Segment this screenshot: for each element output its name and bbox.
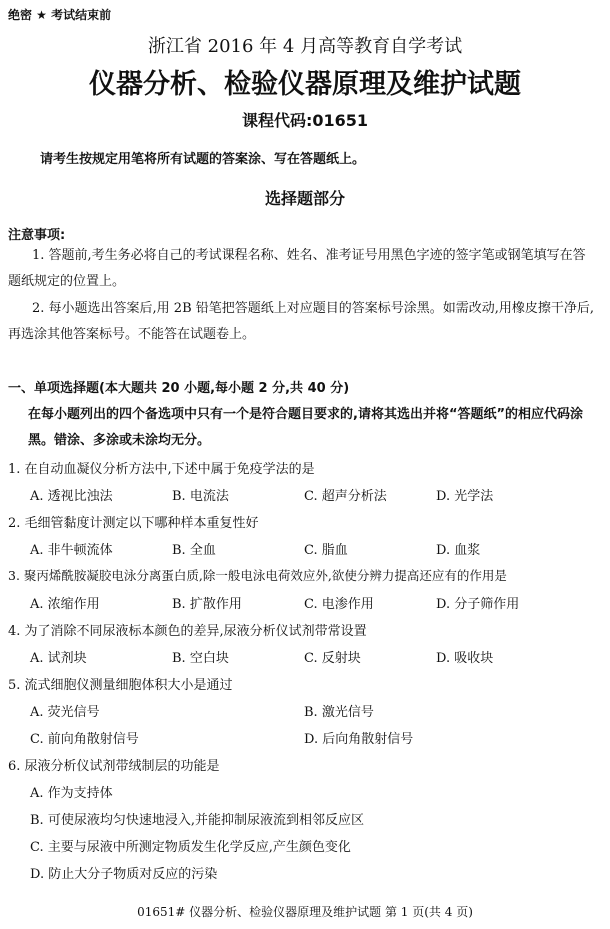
question-5-option-d: D. 后向角散射信号 <box>304 732 414 747</box>
question-1-stem: 1. 在自动血凝仪分析方法中,下述中属于免疫学法的是 <box>8 462 315 477</box>
question-4-option-a: A. 试剂块 <box>30 651 87 666</box>
question-5-option-a: A. 荧光信号 <box>30 705 100 720</box>
question-5-option-b: B. 激光信号 <box>304 705 374 720</box>
question-3-stem: 3. 聚丙烯酰胺凝胶电泳分离蛋白质,除一般电泳电荷效应外,欲使分辨力提高还应有的作用是 <box>8 568 507 583</box>
question-6-option-c: C. 主要与尿液中所测定物质发生化学反应,产生颜色变化 <box>30 840 351 855</box>
question-2-stem: 2. 毛细管黏度计测定以下哪种样本重复性好 <box>8 516 259 531</box>
question-2-option-a: A. 非牛顿流体 <box>30 543 113 558</box>
answer-instruction: 请考生按规定用笔将所有试题的答案涂、写在答题纸上。 <box>40 152 366 167</box>
paper-title: 仪器分析、检验仪器原理及维护试题 <box>89 69 521 100</box>
question-4-option-b: B. 空白块 <box>172 651 229 666</box>
exam-title: 浙江省 2016 年 4 月高等教育自学考试 <box>147 36 463 57</box>
question-4-option-c: C. 反射块 <box>304 651 361 666</box>
question-1-option-b: B. 电流法 <box>172 489 229 504</box>
question-1-option-c: C. 超声分析法 <box>304 489 387 504</box>
question-1-option-d: D. 光学法 <box>436 489 494 504</box>
part-one-instruction: 在每小题列出的四个备选项中只有一个是符合题目要求的,请将其选出并将“答题纸”的相应代码涂黑。错涂、多涂或未涂均无分。 <box>28 407 584 448</box>
question-1-option-a: A. 透视比浊法 <box>30 489 113 504</box>
question-6-option-b: B. 可使尿液均匀快速地浸入,并能抑制尿液流到相邻反应区 <box>30 813 364 828</box>
course-code: 课程代码:01651 <box>241 111 369 130</box>
question-6-option-a: A. 作为支持体 <box>30 786 113 801</box>
question-5-stem: 5. 流式细胞仪测量细胞体积大小是通过 <box>8 678 233 693</box>
notice-item-1: 1. 答题前,考生务必将自己的考试课程名称、姓名、准考证号用黑色字迹的签字笔或钢笔填写在答题纸规定的位置上。 <box>8 248 586 289</box>
question-3-option-a: A. 浓缩作用 <box>30 597 100 612</box>
page-footer: 01651# 仪器分析、检验仪器原理及维护试题 第 1 页(共 4 页) <box>137 905 473 919</box>
question-5-option-c: C. 前向角散射信号 <box>30 732 139 747</box>
question-2-option-b: B. 全血 <box>172 543 216 558</box>
question-4-stem: 4. 为了消除不同尿液标本颜色的差异,尿液分析仪试剂带常设置 <box>8 624 367 639</box>
part-one-heading: 一、单项选择题(本大题共 20 小题,每小题 2 分,共 40 分) <box>8 381 350 396</box>
question-3-option-b: B. 扩散作用 <box>172 597 242 612</box>
question-3-option-d: D. 分子筛作用 <box>436 597 520 612</box>
question-4-option-d: D. 吸收块 <box>436 651 494 666</box>
notice-item-2: 2. 每小题选出答案后,用 2B 铅笔把答题纸上对应题目的答案标号涂黑。如需改动,用橡皮擦干净后,再选涂其他答案标号。不能答在试题卷上。 <box>8 301 595 342</box>
question-6-stem: 6. 尿液分析仪试剂带绒制层的功能是 <box>8 759 220 774</box>
confidential-label: 绝密 ★ 考试结束前 <box>8 8 112 22</box>
notice-heading: 注意事项: <box>8 228 66 243</box>
question-2-option-c: C. 脂血 <box>304 543 348 558</box>
question-2-option-d: D. 血浆 <box>436 543 481 558</box>
section-title: 选择题部分 <box>264 189 345 208</box>
question-6-option-d: D. 防止大分子物质对反应的污染 <box>30 867 218 882</box>
question-3-option-c: C. 电渗作用 <box>304 597 374 612</box>
